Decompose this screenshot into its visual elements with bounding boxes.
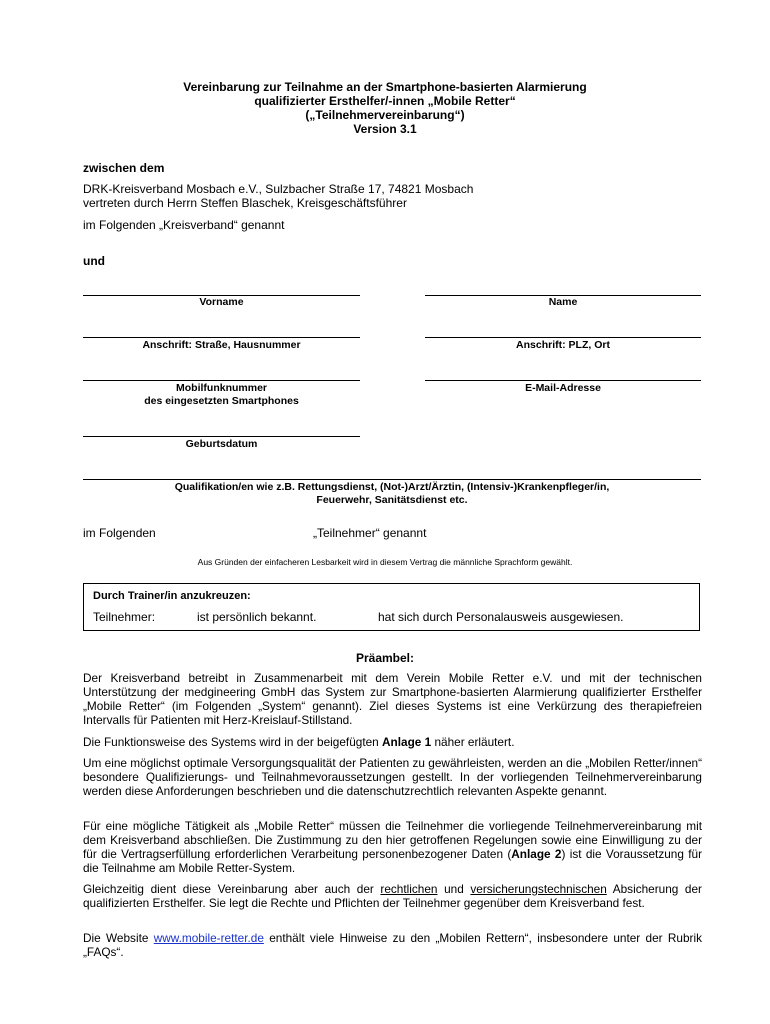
option-personalausweis[interactable]: hat sich durch Personalausweis ausgewiesen. [378,610,624,624]
org-representative: vertreten durch Herrn Steffen Blaschek, Kreisgeschäftsführer [83,196,407,210]
anlage-2-ref: Anlage 2 [511,847,562,861]
strasse-label: Anschrift: Straße, Hausnummer [142,339,301,351]
mobil-label-2: des eingesetzten Smartphones [144,395,299,407]
qualifikation-field-line[interactable] [83,479,701,480]
title-version: Version 3.1 [353,122,417,136]
p2-text-a: Die Funktionsweise des Systems wird in der beigefügten [83,735,383,749]
qualifikation-label-2: Feuerwehr, Sanitätsdienst etc. [316,494,468,506]
geburtsdatum-label: Geburtsdatum [185,438,258,450]
preamble-paragraph-4 [83,819,702,875]
title-line-2: qualifizierter Ersthelfer/-innen „Mobile Retter“ [254,94,516,108]
website-link[interactable]: www.mobile-retter.de [153,931,264,945]
preamble-paragraph-5 [83,882,702,910]
language-note: Aus Gründen der einfacheren Lesbarkeit wird in diesem Vertrag die männliche Sprachform gewählt. [197,557,573,567]
email-label: E-Mail-Adresse [525,382,601,394]
preamble-heading: Präambel: [355,651,415,665]
trainer-box-heading: Durch Trainer/in anzukreuzen: [93,590,251,602]
strasse-field-line[interactable] [83,337,360,338]
preamble-paragraph-3: Um eine möglichst optimale Versorgungsqualität der Patienten zu gewährleisten, werden an die „Mobilen Retter/innen“ besondere Qualifizierungs- und Teilnahmevoraussetzungen gestellt. In der vorliegenden Teilnehmervereinbarung werden diese Anforderungen beschrieben und die datenschutzrechtlich relevanten Aspekte genannt. [83,756,702,798]
und-label: und [83,254,105,268]
plz-field-line[interactable] [425,337,701,338]
p4-text-a: Für eine mögliche Tätigkeit als „Mobile Retter“ müssen die Teilnehmer die vorliegende Teilnehmervereinbarung mit dem Kreisverband abschließen. Die Zustimmung zu den hier getroffenen Regelungen sowie eine Einwilligung zu der für die Vertragserfüllung erforderlichen Verarbeitung personenbezogener Daten ( [83,819,702,861]
option-persoenlich-bekannt[interactable]: ist persönlich bekannt. [197,610,317,624]
title-line-3: („Teilnehmervereinbarung“) [305,108,465,122]
p2-text-c: näher erläutert. [431,735,515,749]
rechtlichen-underlined: rechtlichen [380,882,438,896]
email-field-line[interactable] [425,380,701,381]
p5-text-a: Gleichzeitig dient diese Vereinbarung aber auch der [83,882,381,896]
preamble-paragraph-6 [83,931,702,959]
p4-text-c: ) ist die Voraussetzung für die Teilnahme am Mobile Retter-System. [83,847,702,875]
qualifikation-label-1: Qualifikation/en wie z.B. Rettungsdienst, (Not-)Arzt/Ärztin, (Intensiv-)Krankenpfleger/in, [174,481,610,493]
teilnehmer-alias-right: „Teilnehmer“ genannt [313,526,427,540]
geburtsdatum-field-line[interactable] [83,436,360,437]
org-alias: im Folgenden „Kreisverband“ genannt [83,218,285,232]
preamble-paragraph-2 [83,735,702,749]
versicherungstechnischen-underlined: versicherungstechnischen [470,882,607,896]
p5-text-e: Absicherung der qualifizierten Ersthelfer. Sie legt die Rechte und Pflichten der Teilnehmer gegenüber dem Kreisverband fest. [83,882,702,910]
plz-label: Anschrift: PLZ, Ort [516,339,610,351]
trainer-box-label: Teilnehmer: [93,610,156,624]
name-label: Name [548,296,578,308]
trainer-box [83,583,700,631]
teilnehmer-alias-left: im Folgenden [83,526,156,540]
p5-text-c: und [437,882,471,896]
p6-text-b: enthält viele Hinweise zu den „Mobilen Rettern“, insbesondere unter der Rubrik „FAQs“. [83,931,702,959]
mobil-label-1: Mobilfunknummer [176,382,267,394]
title-line-1: Vereinbarung zur Teilnahme an der Smartphone-basierten Alarmierung [183,80,587,94]
mobil-field-line[interactable] [83,380,360,381]
preamble-paragraph-1: Der Kreisverband betreibt in Zusammenarbeit mit dem Verein Mobile Retter e.V. und mit der technischen Unterstützung der medgineering GmbH das System zur Smartphone-basierten Alarmierung qualifizierter Ersthelfer „Mobile Retter“ (im Folgenden „System“ genannt). Ziel dieses Systems ist eine Verkürzung des therapiefreien Intervalls für Patienten mit Herz-Kreislauf-Stillstand. [83,671,702,727]
p6-text-a: Die Website [83,931,154,945]
zwischen-label: zwischen dem [83,161,165,175]
anlage-1-ref: Anlage 1 [382,735,432,749]
vorname-label: Vorname [199,296,244,308]
org-address: DRK-Kreisverband Mosbach e.V., Sulzbacher Straße 17, 74821 Mosbach [83,182,474,196]
